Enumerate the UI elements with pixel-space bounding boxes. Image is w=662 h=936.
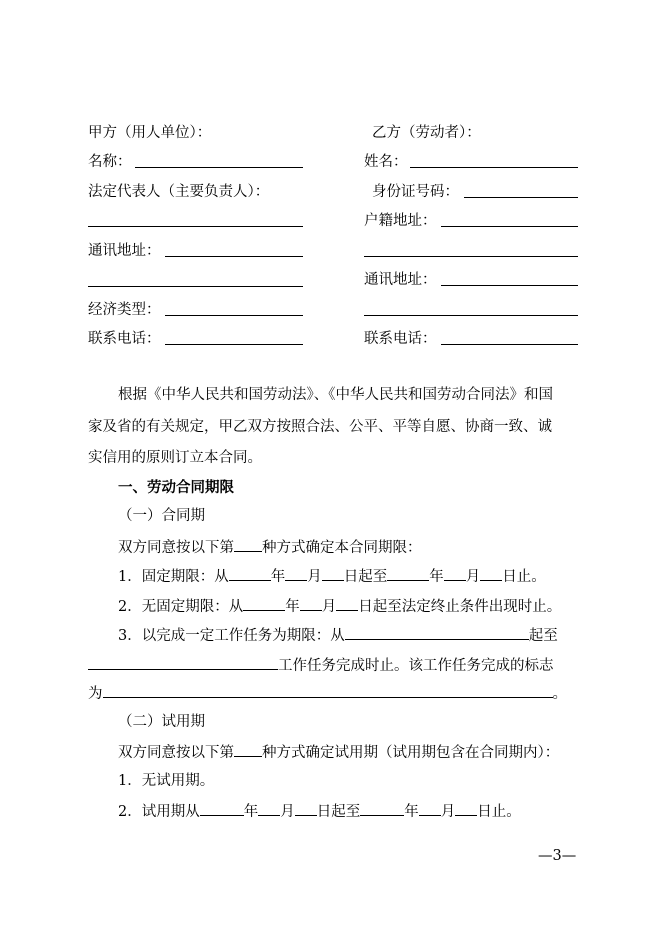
open-start-day-blank[interactable] [336, 596, 358, 611]
trial-method-line [118, 742, 559, 762]
day-end-text: 日止。 [477, 804, 521, 820]
section-1-sub-2: （二）试用期 [118, 714, 205, 730]
fixed-start-month-blank[interactable] [285, 566, 307, 581]
task-from-text: 起至 [528, 628, 558, 644]
trial-option-2-label: 2．试用期从 [118, 804, 200, 820]
day-end-text: 日止。 [502, 569, 546, 585]
month-text: 月 [321, 599, 337, 615]
fixed-term-label: 1．固定期限：从 [118, 569, 229, 585]
party-a-address-field-1[interactable] [165, 256, 303, 257]
year-text: 年 [404, 804, 419, 820]
month-text: 月 [280, 804, 295, 820]
year-text: 年 [429, 569, 444, 585]
task-term-label: 3．以完成一定工作任务为期限：从 [118, 628, 345, 644]
party-b-name-field[interactable] [410, 167, 578, 168]
trial-text-a: 双方同意按以下第 [118, 745, 234, 761]
task-cont-text: 工作任务完成时止。该工作任务完成的标志 [278, 658, 554, 674]
party-a-name-label: 名称： [88, 154, 132, 170]
task-end-blank[interactable] [88, 655, 278, 670]
fixed-end-year-blank[interactable] [387, 566, 429, 581]
fixed-end-day-blank[interactable] [480, 566, 502, 581]
task-completion-mark-blank[interactable] [103, 683, 553, 698]
month-text: 月 [307, 569, 322, 585]
task-term-line-2 [88, 655, 554, 675]
party-a-phone-field[interactable] [165, 344, 303, 345]
year-text: 年 [243, 804, 259, 820]
contract-term-method-line [118, 537, 422, 557]
party-b-hukou-label: 户籍地址： [364, 213, 437, 229]
trial-method-number-blank[interactable] [234, 742, 262, 757]
party-b-id-field[interactable] [464, 197, 578, 198]
trial-end-year-blank[interactable] [360, 801, 404, 816]
party-b-phone-label: 联系电话： [364, 331, 437, 347]
party-a-address-label: 通讯地址： [88, 243, 161, 259]
trial-end-day-blank[interactable] [455, 801, 477, 816]
period-text: 。 [552, 686, 567, 702]
party-a-legal-rep-field[interactable] [88, 226, 303, 227]
party-a-name-field[interactable] [135, 167, 303, 168]
fixed-end-month-blank[interactable] [444, 566, 466, 581]
open-start-year-blank[interactable] [243, 596, 285, 611]
open-term-end-text: 日起至法定终止条件出现时止。 [358, 599, 562, 615]
month-text: 月 [465, 569, 481, 585]
trial-start-day-blank[interactable] [295, 801, 317, 816]
party-a-phone-label: 联系电话： [88, 331, 161, 347]
task-start-blank[interactable] [345, 625, 529, 640]
section-1-sub-1: （一）合同期 [118, 508, 205, 524]
party-a-econ-type-field[interactable] [165, 315, 303, 316]
year-text: 年 [285, 599, 300, 615]
party-b-heading: 乙方（劳动者）： [372, 125, 481, 141]
task-term-line [118, 625, 558, 645]
fixed-start-year-blank[interactable] [229, 566, 271, 581]
party-a-econ-type-label: 经济类型： [88, 302, 161, 318]
year-text: 年 [270, 569, 286, 585]
party-b-hukou-field-2[interactable] [364, 256, 578, 257]
task-for-text: 为 [88, 686, 103, 702]
month-text: 月 [440, 804, 456, 820]
agree-text-a: 双方同意按以下第 [118, 540, 234, 556]
party-a-heading: 甲方（用人单位）： [88, 125, 212, 141]
trial-end-month-blank[interactable] [419, 801, 441, 816]
party-b-name-label: 姓名： [364, 154, 408, 170]
party-b-id-label: 身份证号码： [372, 184, 459, 200]
trial-start-year-blank[interactable] [200, 801, 244, 816]
trial-text-b: 种方式确定试用期（试用期包含在合同期内）： [262, 745, 560, 761]
party-b-address-label: 通讯地址： [364, 272, 437, 288]
day-from-text: 日起至 [316, 804, 361, 820]
open-start-month-blank[interactable] [300, 596, 322, 611]
party-b-phone-field[interactable] [441, 344, 578, 345]
fixed-term-line [118, 566, 546, 586]
party-a-address-field-2[interactable] [88, 286, 303, 287]
party-b-address-field-1[interactable] [441, 285, 578, 286]
party-b-address-field-2[interactable] [364, 315, 578, 316]
day-from-text: 日起至 [343, 569, 388, 585]
page-number: —3— [538, 848, 577, 864]
intro-line-1: 根据《中华人民共和国劳动法》、《中华人民共和国劳动合同法》和国 [118, 387, 553, 403]
method-number-blank[interactable] [234, 537, 262, 552]
trial-start-month-blank[interactable] [258, 801, 280, 816]
intro-line-2: 家及省的有关规定，甲乙双方按照合法、公平、平等自愿、协商一致、诚 [88, 419, 552, 435]
fixed-start-day-blank[interactable] [322, 566, 344, 581]
trial-option-1: 1．无试用期。 [118, 773, 215, 789]
party-b-hukou-field-1[interactable] [441, 226, 578, 227]
task-term-line-3 [88, 683, 567, 703]
section-1-title: 一、劳动合同期限 [118, 479, 234, 496]
open-term-label: 2．无固定期限：从 [118, 599, 244, 615]
party-a-legal-rep-label: 法定代表人（主要负责人）： [88, 184, 270, 200]
agree-text-b: 种方式确定本合同期限： [262, 540, 422, 556]
open-term-line [118, 596, 561, 616]
trial-option-2-line [118, 801, 521, 821]
intro-line-3: 实信用的原则订立本合同。 [88, 450, 262, 466]
